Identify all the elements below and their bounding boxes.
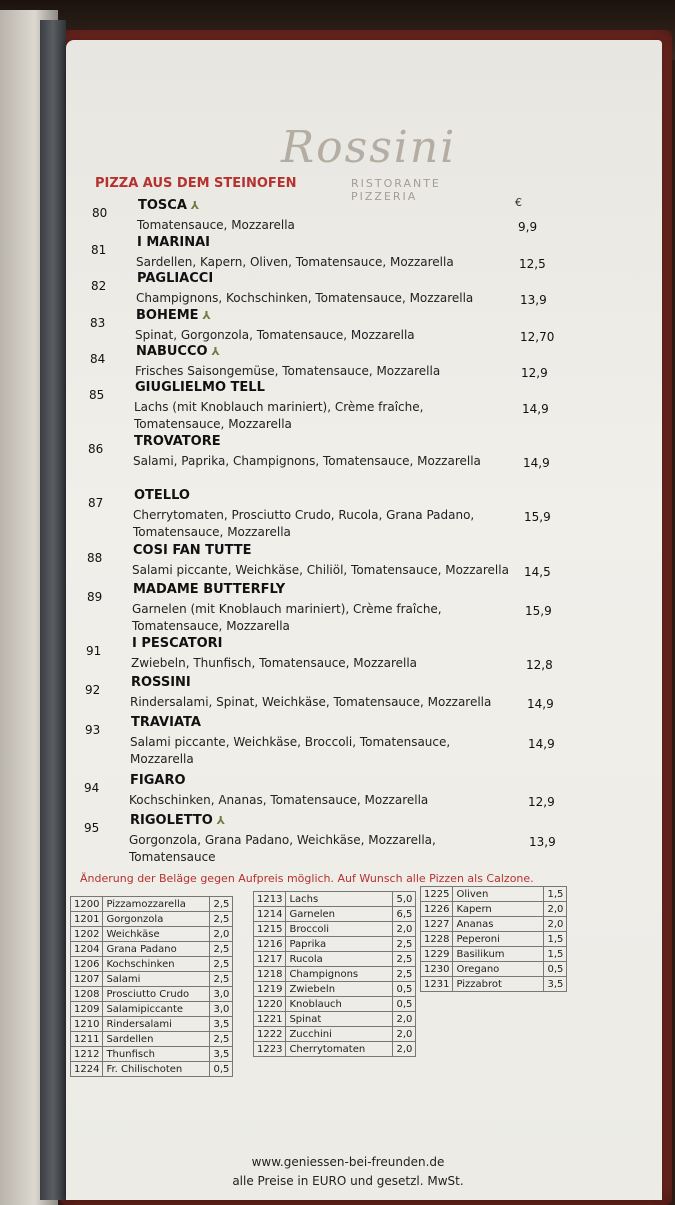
item-name: COSI FAN TUTTE xyxy=(133,543,252,558)
extras-name: Paprika xyxy=(286,937,393,952)
extras-code: 1221 xyxy=(254,1012,286,1027)
extras-name: Weichkäse xyxy=(103,927,210,942)
item-name: TRAVIATA xyxy=(131,715,201,730)
extras-price: 2,5 xyxy=(210,1032,233,1047)
item-name: TROVATORE xyxy=(134,434,221,449)
item-number: 85 xyxy=(89,388,105,402)
extras-code: 1210 xyxy=(71,1017,103,1032)
extras-code: 1223 xyxy=(254,1042,286,1057)
item-description: Frisches Saisongemüse, Tomatensauce, Mozzarella xyxy=(135,364,441,378)
extras-code: 1230 xyxy=(421,962,453,977)
extras-price: 1,5 xyxy=(544,947,567,962)
extras-code: 1224 xyxy=(71,1062,103,1077)
extras-price: 1,5 xyxy=(544,887,567,902)
extras-table-3 xyxy=(420,886,567,992)
extras-name: Garnelen xyxy=(286,907,393,922)
item-number: 84 xyxy=(90,352,106,366)
extras-name: Rindersalami xyxy=(103,1017,210,1032)
extras-row xyxy=(71,897,233,912)
currency-label: € xyxy=(515,196,522,209)
extras-code: 1220 xyxy=(254,997,286,1012)
extras-name: Salamipiccante xyxy=(103,1002,210,1017)
extras-price: 3,5 xyxy=(210,1047,233,1062)
item-price: 12,9 xyxy=(521,366,548,380)
extras-code: 1204 xyxy=(71,942,103,957)
extras-row xyxy=(71,987,233,1002)
extras-code: 1228 xyxy=(421,932,453,947)
extras-price: 2,5 xyxy=(210,912,233,927)
item-name: RIGOLETTO ⅄ xyxy=(130,813,226,828)
extras-row xyxy=(421,917,567,932)
item-name: OTELLO xyxy=(134,488,190,503)
extras-code: 1211 xyxy=(71,1032,103,1047)
extras-code: 1207 xyxy=(71,972,103,987)
item-number: 89 xyxy=(87,590,103,604)
extras-name: Knoblauch xyxy=(286,997,393,1012)
item-name: PAGLIACCI xyxy=(137,271,214,286)
extras-row xyxy=(254,1012,416,1027)
item-price: 14,5 xyxy=(524,565,551,579)
item-number: 86 xyxy=(88,442,104,456)
extras-row xyxy=(71,927,233,942)
extras-name: Grana Padano xyxy=(103,942,210,957)
extras-row xyxy=(421,947,567,962)
extras-price: 6,5 xyxy=(393,907,416,922)
extras-code: 1231 xyxy=(421,977,453,992)
extras-code: 1218 xyxy=(254,967,286,982)
item-price: 9,9 xyxy=(518,220,538,234)
item-name: TOSCA ⅄ xyxy=(138,198,200,213)
item-description: Salami piccante, Weichkäse, Chiliöl, Tomatensauce, Mozzarella xyxy=(132,563,509,577)
item-price: 14,9 xyxy=(527,697,554,711)
extras-row xyxy=(254,892,416,907)
extras-name: Spinat xyxy=(286,1012,393,1027)
item-name: I PESCATORI xyxy=(132,636,223,651)
extras-name: Lachs xyxy=(286,892,393,907)
extras-price: 2,0 xyxy=(210,927,233,942)
extras-price: 2,0 xyxy=(393,1027,416,1042)
extras-name: Salami xyxy=(103,972,210,987)
extras-price: 2,5 xyxy=(210,972,233,987)
footer-url: www.geniessen-bei-freunden.de xyxy=(251,1155,445,1169)
extras-row xyxy=(254,1042,416,1057)
extras-name: Zwiebeln xyxy=(286,982,393,997)
extras-row xyxy=(254,907,416,922)
extras-code: 1208 xyxy=(71,987,103,1002)
extras-name: Gorgonzola xyxy=(103,912,210,927)
item-name: NABUCCO ⅄ xyxy=(136,344,220,359)
extras-price: 2,5 xyxy=(210,897,233,912)
item-description: Spinat, Gorgonzola, Tomatensauce, Mozzarella xyxy=(135,328,415,342)
extras-name: Sardellen xyxy=(103,1032,210,1047)
extras-name: Prosciutto Crudo xyxy=(103,987,210,1002)
item-description: Lachs (mit Knoblauch mariniert), Crème fraîche, Tomatensauce, Mozzarella xyxy=(134,400,424,431)
extras-price: 2,0 xyxy=(393,922,416,937)
extras-name: Pizzamozzarella xyxy=(103,897,210,912)
item-name: BOHEME ⅄ xyxy=(136,308,211,323)
extras-price: 0,5 xyxy=(544,962,567,977)
extras-row xyxy=(71,1017,233,1032)
extras-name: Peperoni xyxy=(453,932,544,947)
extras-code: 1214 xyxy=(254,907,286,922)
item-number: 92 xyxy=(85,683,101,697)
extras-price: 2,5 xyxy=(210,942,233,957)
extras-row xyxy=(254,937,416,952)
extras-code: 1213 xyxy=(254,892,286,907)
extras-code: 1225 xyxy=(421,887,453,902)
item-price: 14,9 xyxy=(523,456,550,470)
extras-row xyxy=(71,957,233,972)
extras-row xyxy=(421,962,567,977)
item-price: 14,9 xyxy=(528,737,555,751)
vegetarian-icon: ⅄ xyxy=(212,814,226,827)
extras-price: 3,5 xyxy=(544,977,567,992)
item-number: 91 xyxy=(86,644,102,658)
item-number: 95 xyxy=(84,821,100,835)
extras-price: 3,0 xyxy=(210,987,233,1002)
extras-price: 2,5 xyxy=(393,952,416,967)
restaurant-logo xyxy=(281,122,511,203)
extras-name: Cherrytomaten xyxy=(286,1042,393,1057)
item-number: 87 xyxy=(88,496,104,510)
extras-name: Pizzabrot xyxy=(453,977,544,992)
footer-tax-note: alle Preise in EURO und gesetzl. MwSt. xyxy=(232,1174,464,1188)
extras-row xyxy=(71,942,233,957)
item-description: Champignons, Kochschinken, Tomatensauce, Mozzarella xyxy=(136,291,474,305)
item-description: Garnelen (mit Knoblauch mariniert), Crème fraîche, Tomatensauce, Mozzarella xyxy=(132,602,442,633)
extras-row xyxy=(71,1002,233,1017)
extras-row xyxy=(421,932,567,947)
extras-price: 2,0 xyxy=(393,1042,416,1057)
item-name: ROSSINI xyxy=(131,675,191,690)
extras-name: Kochschinken xyxy=(103,957,210,972)
extras-price: 3,5 xyxy=(210,1017,233,1032)
extras-row xyxy=(254,982,416,997)
extras-code: 1212 xyxy=(71,1047,103,1062)
extras-name: Kapern xyxy=(453,902,544,917)
extras-price: 2,0 xyxy=(544,902,567,917)
extras-price: 2,5 xyxy=(393,937,416,952)
extras-code: 1229 xyxy=(421,947,453,962)
extras-price: 0,5 xyxy=(210,1062,233,1077)
item-price: 13,9 xyxy=(529,835,556,849)
extras-code: 1215 xyxy=(254,922,286,937)
extras-code: 1219 xyxy=(254,982,286,997)
extras-code: 1202 xyxy=(71,927,103,942)
extras-code: 1201 xyxy=(71,912,103,927)
item-description: Rindersalami, Spinat, Weichkäse, Tomatensauce, Mozzarella xyxy=(130,695,492,709)
item-name: MADAME BUTTERFLY xyxy=(133,582,286,597)
extras-table-2 xyxy=(253,891,416,1057)
extras-name: Fr. Chilischoten xyxy=(103,1062,210,1077)
item-description: Cherrytomaten, Prosciutto Crudo, Rucola, Grana Padano, Tomatensauce, Mozzarella xyxy=(133,508,475,539)
item-price: 15,9 xyxy=(525,604,552,618)
extras-row xyxy=(421,902,567,917)
item-number: 94 xyxy=(84,781,100,795)
extras-row xyxy=(71,1062,233,1077)
extras-name: Ananas xyxy=(453,917,544,932)
extras-price: 2,5 xyxy=(393,967,416,982)
extras-name: Zucchini xyxy=(286,1027,393,1042)
item-price: 14,9 xyxy=(522,402,549,416)
item-description: Gorgonzola, Grana Padano, Weichkäse, Mozzarella, Tomatensauce xyxy=(129,833,436,864)
extras-code: 1200 xyxy=(71,897,103,912)
item-description: Sardellen, Kapern, Oliven, Tomatensauce, Mozzarella xyxy=(136,255,454,269)
extras-row xyxy=(421,977,567,992)
extras-code: 1206 xyxy=(71,957,103,972)
extras-code: 1226 xyxy=(421,902,453,917)
section-heading: PIZZA AUS DEM STEINOFEN xyxy=(95,176,297,191)
logo-subtitle: RISTORANTE PIZZERIA xyxy=(351,177,441,203)
extras-row xyxy=(254,997,416,1012)
extras-row xyxy=(71,1032,233,1047)
vegetarian-icon: ⅄ xyxy=(198,309,211,322)
extras-price: 2,0 xyxy=(393,1012,416,1027)
item-price: 12,8 xyxy=(526,658,553,672)
extras-row xyxy=(71,972,233,987)
extras-row xyxy=(71,1047,233,1062)
item-name: I MARINAI xyxy=(137,235,210,250)
extras-name: Oliven xyxy=(453,887,544,902)
item-number: 93 xyxy=(85,723,101,737)
extras-row xyxy=(254,1027,416,1042)
extras-name: Oregano xyxy=(453,962,544,977)
extras-row xyxy=(254,952,416,967)
extras-price: 1,5 xyxy=(544,932,567,947)
item-number: 82 xyxy=(91,279,107,293)
extras-code: 1222 xyxy=(254,1027,286,1042)
extras-row xyxy=(254,967,416,982)
extras-code: 1209 xyxy=(71,1002,103,1017)
item-description: Zwiebeln, Thunfisch, Tomatensauce, Mozzarella xyxy=(131,656,418,670)
extras-row xyxy=(71,912,233,927)
vegetarian-icon: ⅄ xyxy=(186,199,200,212)
extras-price: 5,0 xyxy=(393,892,416,907)
extras-price: 3,0 xyxy=(210,1002,233,1017)
item-description: Kochschinken, Ananas, Tomatensauce, Mozzarella xyxy=(129,793,429,807)
item-price: 12,70 xyxy=(520,330,555,344)
extras-name: Thunfisch xyxy=(103,1047,210,1062)
menu-binder-spine xyxy=(40,20,66,1200)
item-number: 81 xyxy=(91,243,107,257)
item-price: 12,9 xyxy=(528,795,555,809)
extras-row xyxy=(421,887,567,902)
extras-note: Änderung der Beläge gegen Aufpreis möglich. Auf Wunsch alle Pizzen als Calzone. xyxy=(80,872,534,885)
item-name: FIGARO xyxy=(130,773,186,788)
extras-table-1 xyxy=(70,896,233,1077)
item-number: 88 xyxy=(87,551,103,565)
item-description: Salami, Paprika, Champignons, Tomatensauce, Mozzarella xyxy=(133,454,481,468)
item-name: GIUGLIELMO TELL xyxy=(135,380,265,395)
extras-name: Basilikum xyxy=(453,947,544,962)
extras-price: 0,5 xyxy=(393,982,416,997)
extras-code: 1227 xyxy=(421,917,453,932)
extras-price: 2,0 xyxy=(544,917,567,932)
item-price: 12,5 xyxy=(519,257,546,271)
extras-row xyxy=(254,922,416,937)
extras-name: Champignons xyxy=(286,967,393,982)
extras-name: Rucola xyxy=(286,952,393,967)
item-description: Tomatensauce, Mozzarella xyxy=(137,218,295,232)
extras-name: Broccoli xyxy=(286,922,393,937)
item-price: 15,9 xyxy=(524,510,551,524)
vegetarian-icon: ⅄ xyxy=(207,345,220,358)
item-description: Salami piccante, Weichkäse, Broccoli, Tomatensauce, Mozzarella xyxy=(130,735,451,766)
extras-code: 1217 xyxy=(254,952,286,967)
item-price: 13,9 xyxy=(520,293,547,307)
item-number: 80 xyxy=(92,206,108,220)
item-number: 83 xyxy=(90,316,106,330)
extras-price: 0,5 xyxy=(393,997,416,1012)
extras-price: 2,5 xyxy=(210,957,233,972)
logo-script: Rossini xyxy=(281,122,457,173)
extras-code: 1216 xyxy=(254,937,286,952)
